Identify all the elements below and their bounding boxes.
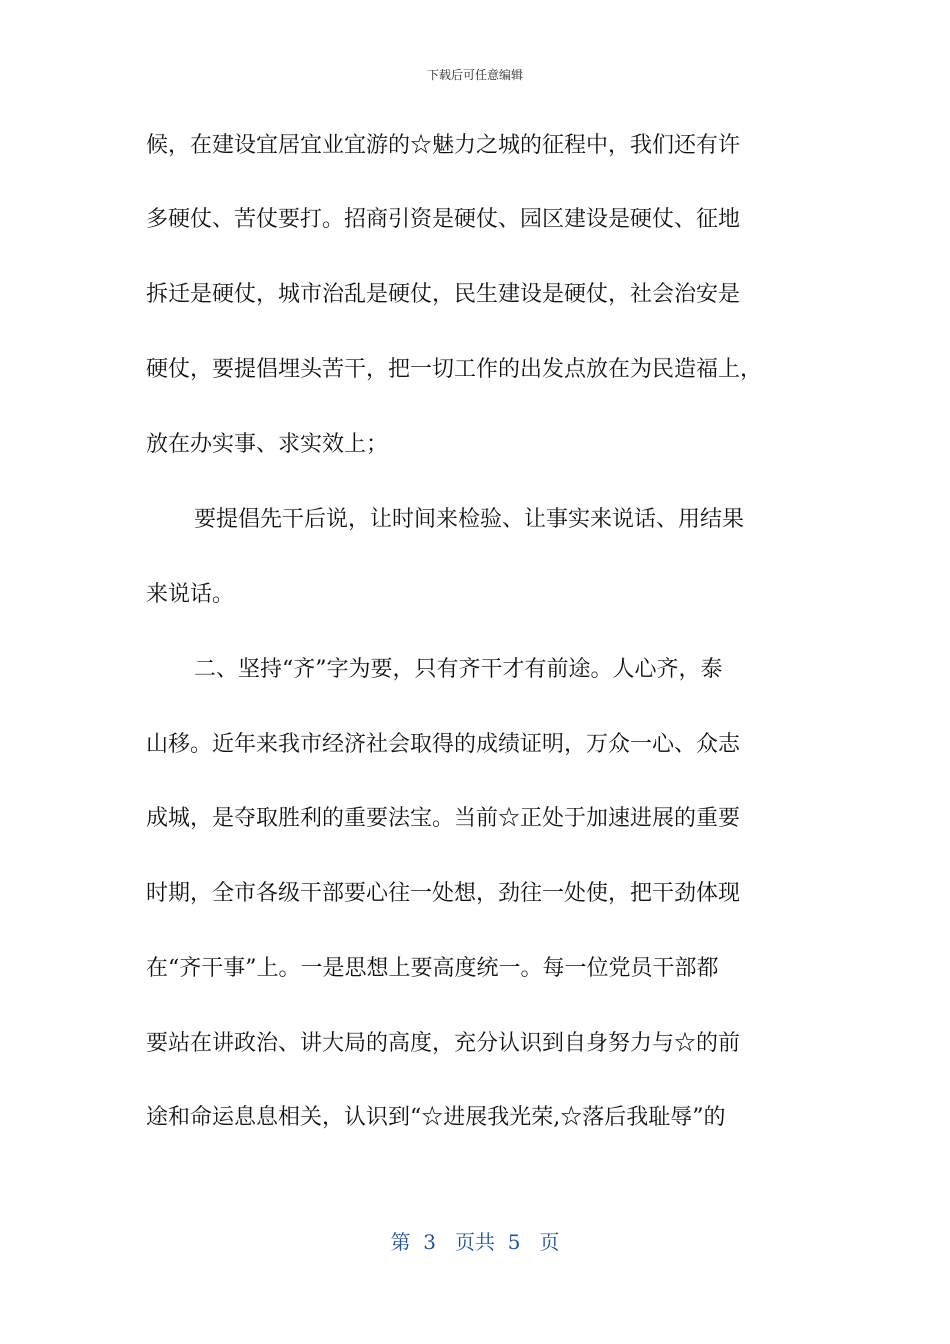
body-line: 时期，全市各级干部要心往一处想，劲往一处使，把干劲体现 (146, 881, 741, 906)
body-line: 硬仗，要提倡埋头苦干，把一切工作的出发点放在为民造福上， (146, 357, 763, 382)
body-line: 来说话。 (146, 582, 235, 607)
body-line: 山移。近年来我市经济社会取得的成绩证明，万众一心、众志 (146, 732, 741, 757)
body-line: 二、坚持“齐”字为要，只有齐干才有前途。人心齐，泰 (194, 657, 723, 682)
body-line: 候，在建设宜居宜业宜游的☆魅力之城的征程中，我们还有许 (146, 133, 741, 158)
page-header: 下载后可任意编辑 (426, 68, 523, 82)
body-line: 要提倡先干后说，让时间来检验、让事实来说话、用结果 (194, 507, 745, 532)
body-line: 成城，是夺取胜利的重要法宝。当前☆正处于加速进展的重要 (146, 806, 741, 831)
body-line: 要站在讲政治、讲大局的高度，充分认识到自身努力与☆的前 (146, 1031, 741, 1056)
body-line: 拆迁是硬仗，城市治乱是硬仗，民生建设是硬仗，社会治安是 (146, 282, 741, 307)
page-number-footer: 第 3 页共 5 页 (390, 1230, 560, 1254)
body-line: 放在办实事、求实效上； (146, 432, 389, 457)
body-line: 多硬仗、苦仗要打。招商引资是硬仗、园区建设是硬仗、征地 (146, 207, 741, 232)
body-line: 途和命运息息相关，认识到“☆进展我光荣,☆落后我耻辱”的 (146, 1105, 726, 1130)
body-line: 在“齐干事”上。一是思想上要高度统一。每一位党员干部都 (146, 956, 719, 981)
